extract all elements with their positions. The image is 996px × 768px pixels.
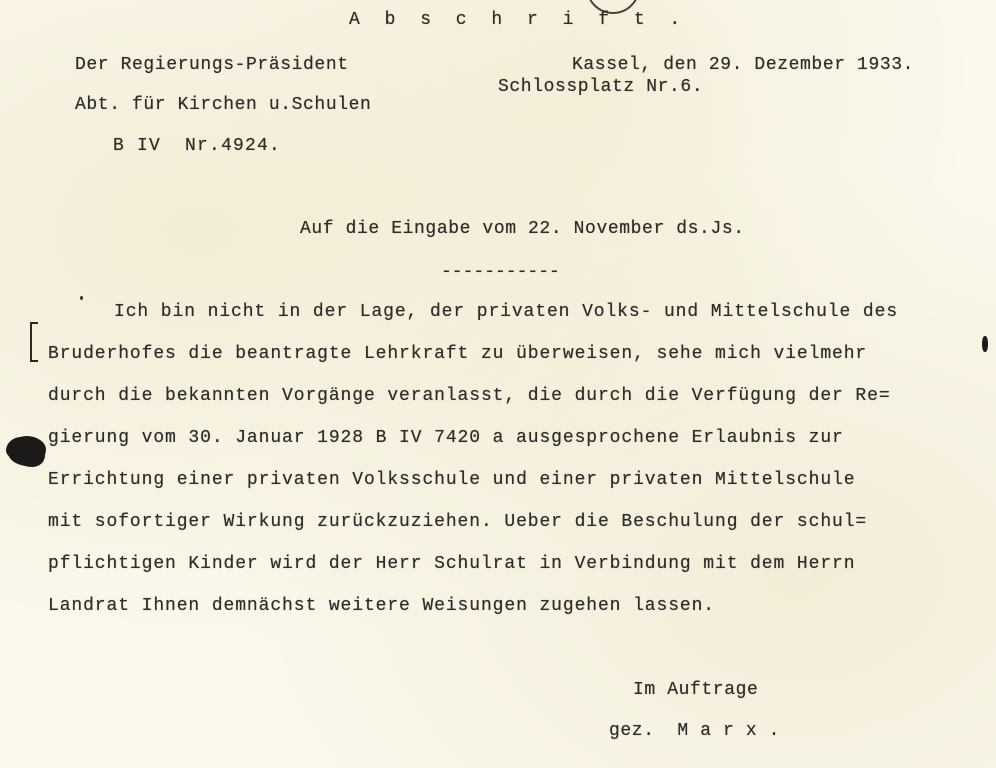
subject-line: Auf die Eingabe vom 22. November ds.Js. bbox=[300, 219, 745, 239]
document-title: A b s c h r i f t . bbox=[349, 10, 688, 30]
place-and-date: Kassel, den 29. Dezember 1933. bbox=[572, 55, 915, 75]
signature-line: gez. M a r x . bbox=[609, 721, 781, 741]
body-line: Errichtung einer privaten Volksschule und einer privaten Mittelschule bbox=[48, 470, 856, 490]
ink-dot bbox=[80, 296, 83, 300]
body-line: mit sofortiger Wirkung zurückzuziehen. Ueber die Beschulung der schul= bbox=[48, 512, 868, 532]
body-line: Bruderhofes die beantragte Lehrkraft zu überweisen, sehe mich vielmehr bbox=[48, 344, 868, 364]
body-line: pflichtigen Kinder wird der Herr Schulrat in Verbindung mit dem Herrn bbox=[48, 554, 856, 574]
separator-line: ----------- bbox=[441, 262, 560, 282]
reference-number: B IV Nr.4924. bbox=[113, 136, 282, 156]
sender-department: Abt. für Kirchen u.Schulen bbox=[75, 95, 372, 115]
ink-blot bbox=[8, 436, 46, 466]
sender-address: Schlossplatz Nr.6. bbox=[498, 77, 704, 97]
body-line: durch die bekannten Vorgänge veranlasst, die durch die Verfügung der Re= bbox=[48, 386, 891, 406]
body-line: gierung vom 30. Januar 1928 B IV 7420 a ausgesprochene Erlaubnis zur bbox=[48, 428, 844, 448]
closing-phrase: Im Auftrage bbox=[633, 680, 759, 700]
ink-spot bbox=[982, 336, 988, 352]
body-line: Landrat Ihnen demnächst weitere Weisungen zugehen lassen. bbox=[48, 596, 715, 616]
margin-bracket-mark bbox=[30, 322, 38, 362]
sender-authority: Der Regierungs-Präsident bbox=[75, 55, 349, 75]
body-line: Ich bin nicht in der Lage, der privaten Volks- und Mittelschule des bbox=[114, 302, 899, 322]
